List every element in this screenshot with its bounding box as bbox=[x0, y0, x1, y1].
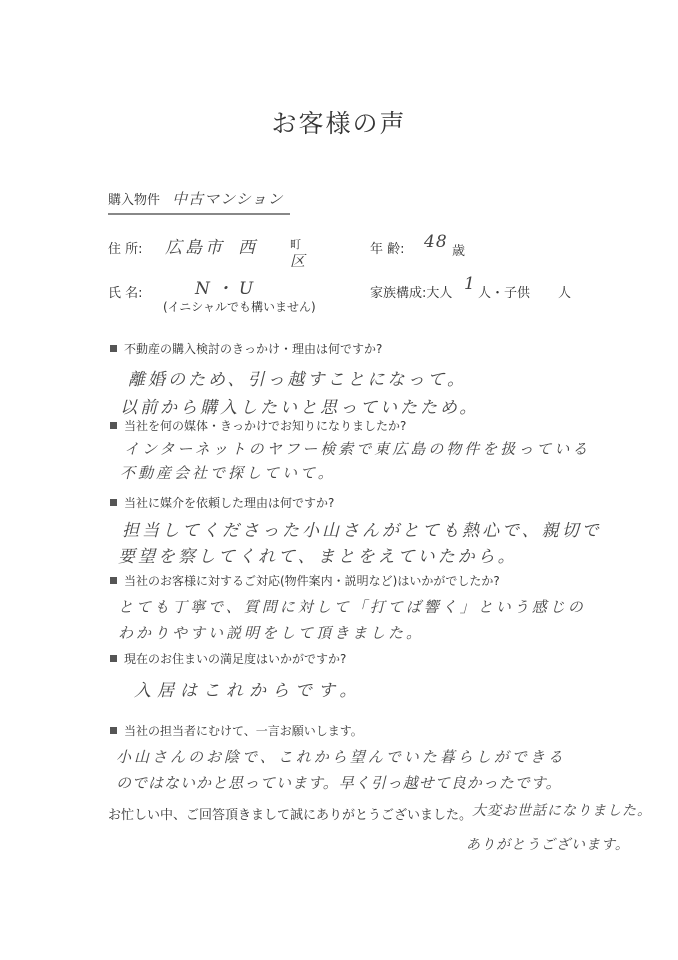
question-heading: 当社に媒介を依頼した理由は何ですか? bbox=[110, 494, 334, 511]
answer-line: のではないかと思っています。早く引っ越せて良かったです。 bbox=[116, 774, 562, 792]
property-value: 中古マンション bbox=[172, 190, 284, 208]
bullet-square-icon bbox=[110, 577, 117, 584]
answer-line: 入居はこれからです。 bbox=[134, 681, 363, 701]
answer-line: 小山さんのお陰で、これから望んでいた暮らしができる bbox=[116, 748, 566, 766]
answer-line: わかりやすい説明をして頂きました。 bbox=[118, 624, 425, 642]
name-note: (イニシャルでも構いません) bbox=[163, 300, 316, 314]
page-title: お客様の声 bbox=[271, 109, 407, 138]
answer-line: インターネットのヤフー検索で東広島の物件を扱っている bbox=[124, 440, 591, 458]
address-cho: 町 bbox=[290, 238, 301, 251]
answer-line: とても丁寧で、質問に対して「打てば響く」という感じの bbox=[118, 598, 586, 616]
family-mid: 人・子供 bbox=[478, 286, 531, 301]
answer-line: 要望を察してくれて、まとをえていたから。 bbox=[118, 547, 518, 567]
name-value: N・U bbox=[195, 279, 260, 299]
address-ward: 西 bbox=[238, 238, 258, 258]
question-heading: 不動産の購入検討のきっかけ・理由は何ですか? bbox=[110, 340, 382, 357]
bullet-square-icon bbox=[110, 727, 117, 734]
adults-value: 1 bbox=[464, 274, 478, 294]
question-heading: 当社の担当者にむけて、一言お願いします。 bbox=[110, 722, 363, 739]
bullet-square-icon bbox=[110, 345, 117, 352]
bullet-square-icon bbox=[110, 655, 117, 662]
answer-line: 担当してくださった小山さんがとても熱心で、親切で bbox=[122, 521, 602, 541]
answer-line: 以前から購入したいと思っていたため。 bbox=[120, 398, 480, 418]
address-ku: 区 bbox=[290, 252, 306, 270]
question-heading: 当社のお客様に対するご対応(物件案内・説明など)はいかがでしたか? bbox=[110, 572, 500, 589]
age-value: 48 bbox=[424, 232, 448, 252]
address-label: 住 所: bbox=[108, 242, 143, 257]
closing-handwritten-2: ありがとうございます。 bbox=[466, 837, 630, 853]
answer-line: 不動産会社で探していて。 bbox=[120, 464, 336, 482]
question-heading: 当社を何の媒体・きっかけでお知りになりましたか? bbox=[110, 417, 406, 434]
name-label: 氏 名: bbox=[108, 286, 143, 301]
bullet-square-icon bbox=[110, 422, 117, 429]
property-row bbox=[108, 188, 290, 215]
address-city: 広島市 bbox=[165, 238, 225, 258]
age-unit: 歳 bbox=[452, 244, 466, 259]
age-label: 年 齢: bbox=[370, 242, 405, 257]
family-end: 人 bbox=[558, 286, 572, 301]
bullet-square-icon bbox=[110, 499, 117, 506]
family-label: 家族構成:大人 bbox=[370, 286, 453, 301]
question-heading: 現在のお住まいの満足度はいかがですか? bbox=[110, 650, 346, 667]
closing-text: お忙しい中、ご回答頂きまして誠にありがとうございました。 bbox=[108, 808, 473, 823]
closing-handwritten-1: 大変お世話になりました。 bbox=[472, 803, 652, 819]
answer-line: 離婚のため、引っ越すことになって。 bbox=[128, 370, 467, 390]
property-label: 購入物件 bbox=[108, 193, 161, 208]
